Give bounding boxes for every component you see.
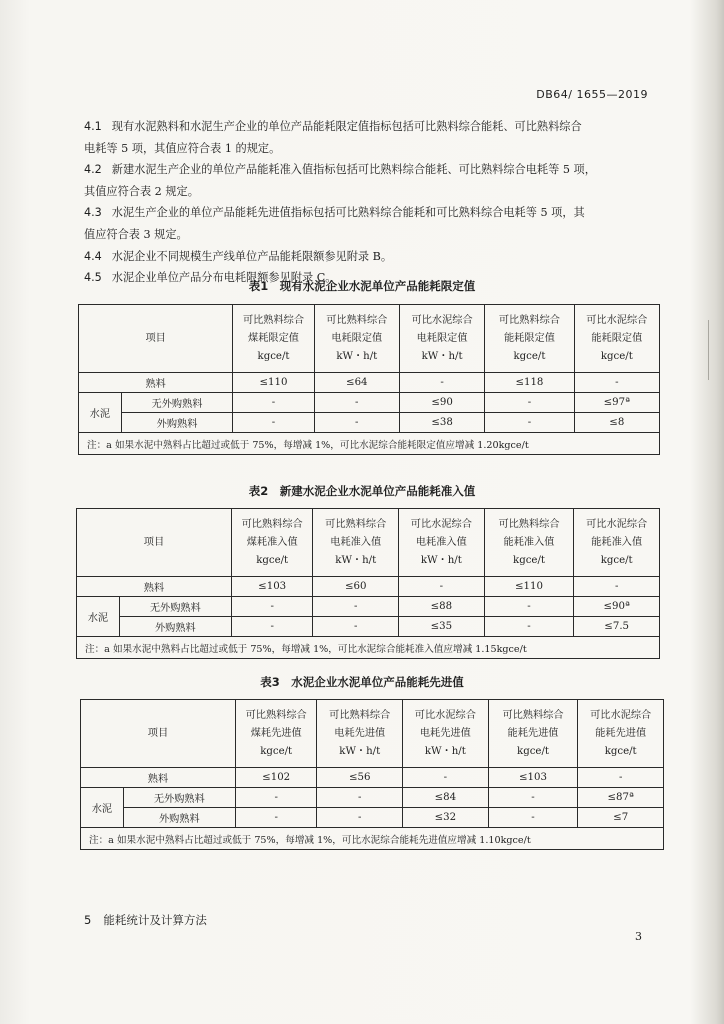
column-header-line: kgce/t	[513, 350, 546, 362]
table-2-title: 表2 新建水泥企业水泥单位产品能耗准入值	[248, 484, 476, 498]
header-item: 项目	[77, 509, 232, 577]
clause-number: 4.3	[84, 206, 102, 220]
section-number: 5	[84, 913, 92, 927]
column-header-line: kW・h/t	[339, 745, 381, 757]
column-header-line: kgce/t	[517, 745, 549, 757]
table-cell: -	[317, 788, 403, 808]
column-header-line: 可比水泥综合	[586, 518, 648, 530]
column-header-line: kgce/t	[604, 745, 637, 757]
table-cell: -	[488, 788, 578, 808]
table-cell: ≤88	[399, 597, 485, 617]
row-label-no-purchased: 无外购熟料	[123, 788, 235, 808]
clause-text: 水泥生产企业的单位产品能耗先进值指标包括可比熟料综合能耗和可比熟料综合电耗等 5 项，其	[111, 206, 585, 220]
table-cell: -	[399, 373, 484, 393]
column-header-line: 电耗先进值	[334, 727, 386, 739]
table-cell: ≤7.5	[574, 617, 660, 637]
row-group-cement: 水泥	[81, 788, 124, 828]
row-label-purchased: 外购熟料	[121, 413, 233, 433]
column-header-line: 电耗限定值	[416, 332, 468, 344]
column-header-line: kgce/t	[600, 554, 633, 566]
table-cell: -	[314, 413, 399, 433]
column-header-line: kgce/t	[260, 745, 293, 757]
column-header-line: 可比水泥综合	[590, 709, 652, 721]
column-header-line: 煤耗先进值	[250, 727, 302, 739]
table-note: 注：a 如果水泥中熟料占比超过或低于 75%，每增减 1%，可比水泥综合能耗准入值应增减 1.15kgce/t	[77, 637, 660, 659]
column-header	[578, 700, 664, 768]
row-group-cement: 水泥	[79, 393, 122, 433]
column-header-line: 能耗准入值	[591, 536, 643, 548]
clause-text: 新建水泥生产企业的单位产品能耗准入值指标包括可比熟料综合能耗、可比熟料综合电耗等 5 项，	[111, 163, 596, 177]
row-label-clinker: 熟料	[79, 373, 233, 393]
clause-number: 4.2	[84, 163, 102, 177]
row-label-no-purchased: 无外购熟料	[119, 597, 231, 617]
table-cell: ≤110	[233, 373, 314, 393]
table-cell: -	[574, 577, 660, 597]
column-header-line: 能耗限定值	[591, 332, 643, 344]
clause-text: 水泥企业不同规模生产线单位产品能耗限额参见附录 B。	[111, 249, 393, 263]
clause-text: 水泥企业单位产品分布电耗限额参见附录 C。	[111, 271, 337, 285]
column-header	[574, 305, 659, 373]
table-1-title: 表1 现有水泥企业水泥单位产品能耗限定值	[248, 279, 476, 293]
table-cell: -	[317, 808, 403, 828]
column-header-line: 可比熟料综合	[245, 709, 307, 721]
header-item: 项目	[81, 700, 236, 768]
table-cell: ≤97ª	[574, 393, 659, 413]
table-cell: ≤90	[399, 393, 484, 413]
column-header-line: kgce/t	[513, 554, 545, 566]
clause-4-2	[84, 159, 654, 202]
table-note: 注：a 如果水泥中熟料占比超过或低于 75%，每增减 1%，可比水泥综合能耗先进值应增减 1.10kgce/t	[81, 828, 664, 850]
scan-edge-mark	[708, 320, 714, 380]
clause-4-4	[84, 246, 654, 268]
table-note: 注：a 如果水泥中熟料占比超过或低于 75%，每增减 1%，可比水泥综合能耗限定值应增减 1.20kgce/t	[79, 433, 660, 455]
clause-text-cont: 电耗等 5 项，其值应符合表 1 的规定。	[84, 141, 281, 155]
column-header-line: kW・h/t	[424, 745, 466, 757]
clause-4-1	[84, 116, 654, 159]
table-1	[78, 304, 660, 455]
column-header-line: 可比熟料综合	[242, 314, 305, 326]
table-cell: -	[403, 768, 489, 788]
table-cell: ≤90ª	[574, 597, 660, 617]
clause-4-3	[84, 202, 654, 245]
column-header-line: 可比熟料综合	[502, 709, 564, 721]
row-label-clinker: 熟料	[77, 577, 232, 597]
table-2	[76, 508, 660, 659]
clause-number: 4.5	[84, 271, 102, 285]
table-cell: -	[231, 617, 313, 637]
table-cell: -	[484, 617, 574, 637]
table-cell: ≤84	[403, 788, 489, 808]
table-cell: ≤118	[485, 373, 574, 393]
table-cell: -	[488, 808, 578, 828]
column-header-line: kW・h/t	[335, 554, 377, 566]
column-header-line: 能耗限定值	[503, 332, 555, 344]
column-header	[485, 305, 574, 373]
column-header	[313, 509, 399, 577]
row-label-clinker: 熟料	[81, 768, 236, 788]
column-header	[314, 305, 399, 373]
column-header-line: 能耗先进值	[595, 727, 647, 739]
column-header-line: kgce/t	[256, 554, 289, 566]
table-cell: -	[485, 393, 574, 413]
column-header-line: 可比水泥综合	[586, 314, 648, 326]
column-header-line: 煤耗限定值	[248, 332, 299, 344]
clause-text: 现有水泥熟料和水泥生产企业的单位产品能耗限定值指标包括可比熟料综合能耗、可比熟料综合	[111, 120, 582, 133]
table-cell: ≤103	[231, 577, 313, 597]
column-header	[235, 700, 317, 768]
column-header-line: kgce/t	[600, 350, 633, 362]
table-cell: -	[313, 597, 399, 617]
column-header	[231, 509, 313, 577]
column-header-line: 煤耗准入值	[246, 536, 298, 548]
table-cell: ≤87ª	[578, 788, 664, 808]
row-label-no-purchased: 无外购熟料	[121, 393, 233, 413]
column-header	[488, 700, 578, 768]
column-header-line: 可比水泥综合	[414, 709, 476, 721]
clause-list	[84, 116, 654, 289]
table-cell: -	[313, 617, 399, 637]
table-cell: -	[314, 393, 399, 413]
section-title: 能耗统计及计算方法	[103, 913, 207, 927]
column-header-line: kW・h/t	[421, 350, 463, 362]
table-cell: ≤60	[313, 577, 399, 597]
table-3-title: 表3 水泥企业水泥单位产品能耗先进值	[260, 675, 464, 689]
page-number: 3	[635, 930, 642, 943]
table-cell: ≤8	[574, 413, 659, 433]
column-header	[399, 509, 485, 577]
table-cell: -	[231, 597, 313, 617]
table-cell: -	[235, 808, 317, 828]
column-header-line: 可比水泥综合	[411, 314, 473, 326]
column-header-line: 电耗限定值	[331, 332, 383, 344]
table-cell: ≤64	[314, 373, 399, 393]
section-5-heading	[84, 912, 207, 928]
row-label-purchased: 外购熟料	[119, 617, 231, 637]
table-cell: ≤35	[399, 617, 485, 637]
column-header-line: 能耗准入值	[503, 536, 555, 548]
column-header-line: kgce/t	[257, 350, 290, 362]
table-cell: -	[578, 768, 664, 788]
table-cell: ≤102	[235, 768, 317, 788]
table-cell: -	[235, 788, 317, 808]
column-header-line: 可比熟料综合	[498, 518, 560, 530]
table-cell: -	[484, 597, 574, 617]
column-header-line: 电耗先进值	[419, 727, 471, 739]
clause-number: 4.4	[84, 249, 102, 263]
table-3	[80, 699, 664, 850]
table-cell: ≤38	[399, 413, 484, 433]
column-header-line: kW・h/t	[336, 350, 378, 362]
column-header-line: 可比熟料综合	[325, 518, 387, 530]
table-cell: ≤103	[488, 768, 578, 788]
row-label-purchased: 外购熟料	[123, 808, 235, 828]
column-header	[233, 305, 314, 373]
row-group-cement: 水泥	[77, 597, 120, 637]
table-cell: -	[399, 577, 485, 597]
standard-code: DB64/ 1655—2019	[536, 88, 648, 101]
column-header-line: 可比熟料综合	[329, 709, 391, 721]
column-header-line: 可比熟料综合	[326, 314, 388, 326]
clause-text-cont: 值应符合表 3 规定。	[84, 227, 188, 241]
column-header-line: 可比熟料综合	[241, 518, 303, 530]
column-header-line: 能耗先进值	[507, 727, 559, 739]
header-item: 项目	[79, 305, 233, 373]
table-cell: -	[233, 413, 314, 433]
column-header-line: 可比水泥综合	[410, 518, 472, 530]
table-cell: -	[574, 373, 659, 393]
column-header-line: 可比熟料综合	[498, 314, 560, 326]
column-header-line: 电耗准入值	[330, 536, 382, 548]
column-header	[574, 509, 660, 577]
table-cell: ≤110	[484, 577, 574, 597]
column-header	[317, 700, 403, 768]
column-header	[484, 509, 574, 577]
column-header	[399, 305, 484, 373]
table-cell: -	[233, 393, 314, 413]
column-header	[403, 700, 489, 768]
clause-number: 4.1	[84, 120, 102, 133]
column-header-line: 电耗准入值	[415, 536, 467, 548]
table-cell: ≤7	[578, 808, 664, 828]
column-header-line: kW・h/t	[420, 554, 462, 566]
clause-text-cont: 其值应符合表 2 规定。	[84, 184, 199, 198]
table-cell: ≤32	[403, 808, 489, 828]
table-cell: -	[485, 413, 574, 433]
table-cell: ≤56	[317, 768, 403, 788]
